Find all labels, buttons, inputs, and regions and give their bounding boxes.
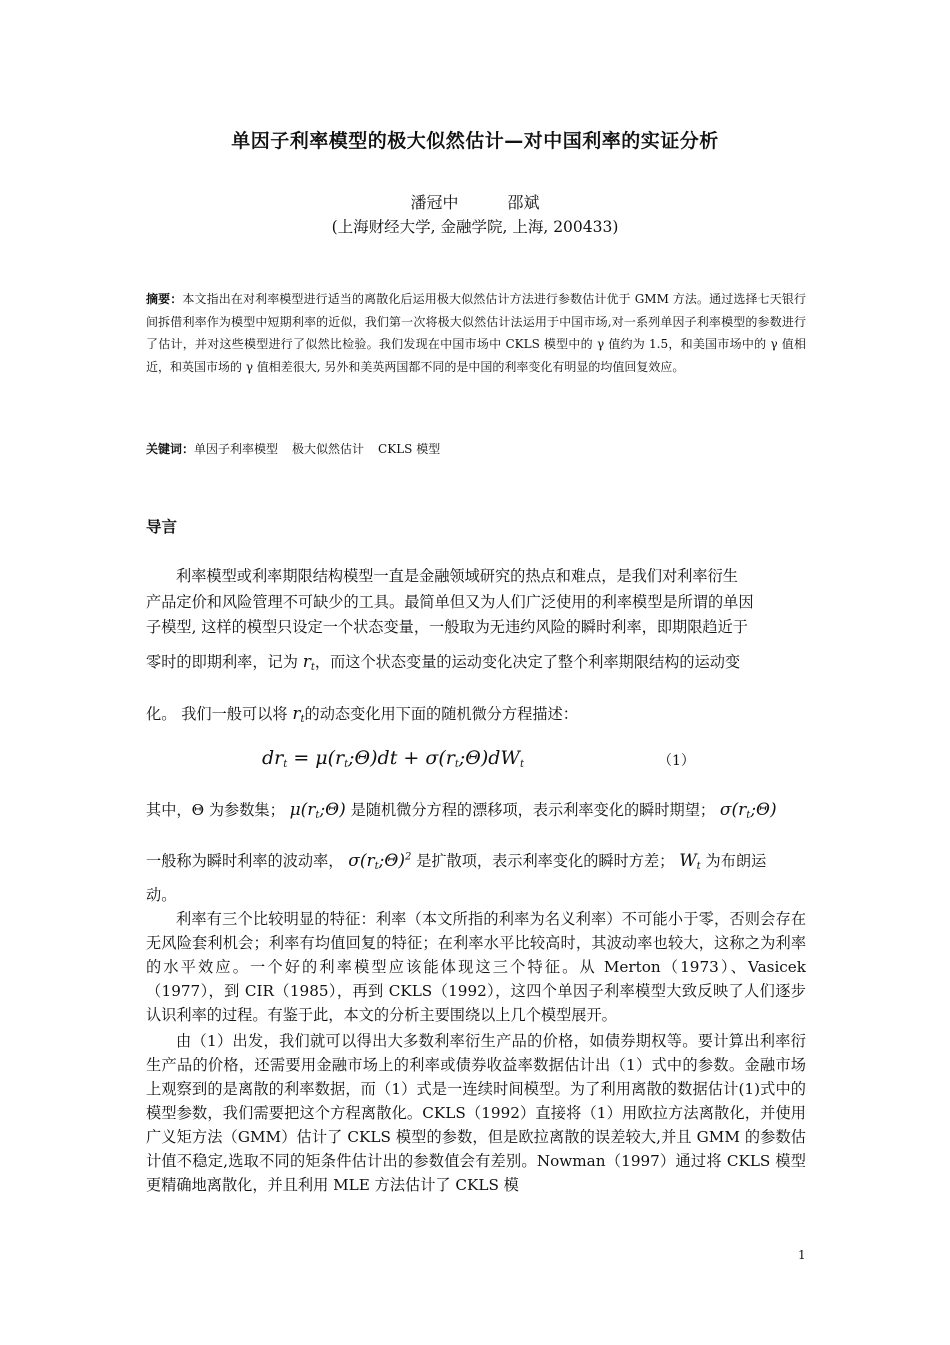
affiliation: (上海财经大学, 金融学院, 上海, 200433) — [331, 218, 619, 236]
intro-text: ，而这个状态变量的运动变化决定了整个利率期限结构的运动变 — [314, 653, 741, 671]
intro-line: 子模型, 这样的模型只设定一个状态变量，一般取为无违约风险的瞬时利率，即期限趋近于 — [146, 618, 748, 636]
explain-text: 一般称为瞬时利率的波动率， — [146, 852, 344, 870]
abstract-label: 摘要： — [146, 292, 183, 306]
intro-text: 零时的即期利率，记为 — [146, 653, 298, 671]
intro-text: 化。 我们一般可以将 — [146, 705, 288, 723]
keyword: 极大似然估计 — [292, 442, 365, 456]
keywords-label: 关键词： — [146, 442, 195, 456]
explain-line — [146, 850, 806, 872]
intro-text: 的动态变化用下面的随机微分方程描述： — [304, 705, 578, 723]
explain-text: 是随机微分方程的漂移项，表示利率变化的瞬时期望； — [350, 801, 716, 819]
intro-line — [146, 703, 806, 725]
paragraph: 利率有三个比较明显的特征：利率（本文所指的利率为名义利率）不可能小于零，否则会存在无风险套利机会；利率有均值回复的特征；在利率水平比较高时，其波动率也较大，这称之为利率的水平效应。一个好的利率模型应该能体现这三个特征。从 Merton（1973）、Vasicek（1977），到 CIR（1985），再到 CKLS（1992），这四个单因子利率模型大致反映了人们逐步认识利率的过程。有鉴于此，本文的分析主要围绕以上几个模型展开。 — [146, 910, 806, 1024]
rt-symbol: $r_t$ — [302, 652, 315, 673]
abstract — [146, 288, 806, 379]
abstract-text: 本文指出在对利率模型进行适当的离散化后运用极大似然估计方法进行参数估计优于 GMM 方法。通过选择七天银行间拆借利率作为模型中短期利率的近似，我们第一次将极大似然估计法运用于中国市场,对一系列单因子利率模型的参数进行了估计，并对这些模型进行了似然比检验。我们发现在中国市场中 CKLS 模型中的 γ 值约为 1.5，和美国市场中的 γ 值相近，和英国市场的 γ 值相差很大, 另外和美英两国都不同的是中国的利率变化有明显的均值回复效应。 — [146, 292, 806, 375]
rt-symbol: $r_t$ — [292, 704, 305, 725]
section-heading: 导言 — [146, 518, 178, 536]
keywords — [146, 440, 806, 457]
explain-text: 其中，Θ 为参数集； — [146, 801, 285, 819]
page-number: 1 — [798, 1248, 806, 1262]
intro-line — [146, 651, 806, 673]
wt-symbol: $W_t$ — [679, 851, 701, 872]
keyword: 单因子利率模型 — [194, 442, 279, 456]
paragraph: 由（1）出发，我们就可以得出大多数利率衍生产品的价格，如债券期权等。要计算出利率衍生产品的价格，还需要用金融市场上的利率或债券收益率数据估计出（1）式中的参数。金融市场上观察到的是离散的利率数据，而（1）式是一连续时间模型。为了利用离散的数据估计(1)式中的模型参数，我们需要把这个方程离散化。CKLS（1992）直接将（1）用欧拉方法离散化，并使用广义矩方法（GMM）估计了 CKLS 模型的参数，但是欧拉离散的误差较大,并且 GMM 的参数估计值不稳定,选取不同的矩条件估计出的参数值会有差别。Nowman（1997）通过将 CKLS 模型更精确地离散化，并且利用 MLE 方法估计了 CKLS 模 — [146, 1032, 806, 1194]
mu-term: $\mu(r_t;\Theta)$ — [289, 800, 346, 821]
intro-line: 利率模型或利率期限结构模型一直是金融领域研究的热点和难点，是我们对利率衍生 — [176, 567, 738, 585]
keyword: CKLS 模型 — [378, 442, 441, 456]
authors — [0, 190, 950, 213]
explain-line — [146, 799, 806, 821]
intro-line: 产品定价和风险管理不可缺少的工具。最简单但又为人们广泛使用的利率模型是所谓的单因 — [146, 593, 754, 611]
explain-text: 是扩散项，表示利率变化的瞬时方差； — [416, 852, 675, 870]
explain-line: 动。 — [146, 886, 177, 904]
sigma-term: $\sigma(r_t;\Theta)$ — [719, 800, 777, 821]
author-name: 邵斌 — [507, 193, 540, 212]
author-name: 潘冠中 — [410, 193, 459, 212]
sigma-squared-term: $\sigma(r_t;\Theta)^2$ — [348, 851, 412, 872]
paper-title: 单因子利率模型的极大似然估计—对中国利率的实证分析 — [231, 130, 719, 152]
equation-number: （1） — [658, 753, 695, 769]
equation-1: $dr_t$ = $\mu(r_t;\Theta)dt$ + $\sigma(r_t;\Theta)dW_t$ — [262, 747, 524, 770]
explain-text: 为布朗运 — [705, 852, 767, 870]
